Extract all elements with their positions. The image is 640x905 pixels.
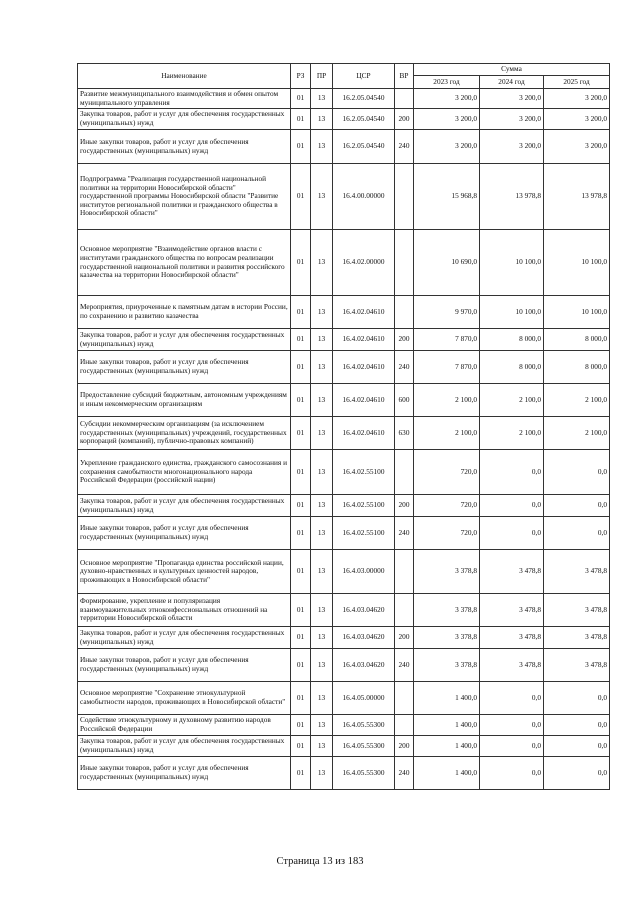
cell-vr: 200 xyxy=(395,495,414,517)
cell-v1: 15 968,8 xyxy=(414,164,480,230)
cell-name: Иные закупки товаров, работ и услуг для обеспечения государственных (муниципальных) нужд xyxy=(78,517,291,550)
cell-csr: 16.4.03.00000 xyxy=(333,550,395,594)
cell-v3: 0,0 xyxy=(544,757,610,790)
cell-v2: 3 200,0 xyxy=(480,130,544,164)
cell-rz: 01 xyxy=(291,682,311,715)
cell-rz: 01 xyxy=(291,230,311,296)
cell-v1: 720,0 xyxy=(414,450,480,495)
cell-vr xyxy=(395,164,414,230)
cell-name: Иные закупки товаров, работ и услуг для обеспечения государственных (муниципальных) нужд xyxy=(78,130,291,164)
cell-vr xyxy=(395,89,414,109)
cell-pr: 13 xyxy=(311,682,333,715)
page-number: Страница 13 из 183 xyxy=(276,856,364,867)
cell-csr: 16.4.05.00000 xyxy=(333,682,395,715)
cell-pr: 13 xyxy=(311,230,333,296)
cell-pr: 13 xyxy=(311,417,333,450)
cell-name: Иные закупки товаров, работ и услуг для обеспечения государственных (муниципальных) нужд xyxy=(78,351,291,384)
cell-rz: 01 xyxy=(291,517,311,550)
cell-v2: 3 200,0 xyxy=(480,89,544,109)
cell-v1: 2 100,0 xyxy=(414,417,480,450)
cell-v3: 3 478,8 xyxy=(544,649,610,682)
cell-v3: 0,0 xyxy=(544,736,610,757)
cell-v3: 8 000,0 xyxy=(544,329,610,351)
cell-rz: 01 xyxy=(291,594,311,627)
cell-v2: 0,0 xyxy=(480,495,544,517)
cell-vr xyxy=(395,715,414,736)
cell-csr: 16.4.02.04610 xyxy=(333,351,395,384)
cell-name: Иные закупки товаров, работ и услуг для обеспечения государственных (муниципальных) нужд xyxy=(78,649,291,682)
cell-rz: 01 xyxy=(291,384,311,417)
table-row xyxy=(78,495,610,517)
cell-rz: 01 xyxy=(291,495,311,517)
cell-v3: 3 200,0 xyxy=(544,89,610,109)
cell-name: Формирование, укрепление и популяризация взаимоуважительных этноконфессиональных отношений на территории Новосибирской области xyxy=(78,594,291,627)
cell-rz: 01 xyxy=(291,757,311,790)
cell-vr: 630 xyxy=(395,417,414,450)
cell-pr: 13 xyxy=(311,495,333,517)
cell-pr: 13 xyxy=(311,627,333,649)
cell-csr: 16.2.05.04540 xyxy=(333,130,395,164)
table-row xyxy=(78,384,610,417)
cell-pr: 13 xyxy=(311,384,333,417)
cell-v3: 13 978,8 xyxy=(544,164,610,230)
cell-rz: 01 xyxy=(291,736,311,757)
cell-v2: 3 478,8 xyxy=(480,649,544,682)
cell-csr: 16.4.02.55100 xyxy=(333,495,395,517)
cell-name: Мероприятия, приуроченные к памятным датам в истории России, по сохранению и развитию казачества xyxy=(78,296,291,329)
cell-rz: 01 xyxy=(291,109,311,130)
table-row xyxy=(78,550,610,594)
header-vr: ВР xyxy=(395,64,414,89)
cell-name: Закупка товаров, работ и услуг для обеспечения государственных (муниципальных) нужд xyxy=(78,495,291,517)
cell-v3: 3 478,8 xyxy=(544,594,610,627)
cell-v2: 13 978,8 xyxy=(480,164,544,230)
cell-v2: 3 478,8 xyxy=(480,550,544,594)
cell-name: Субсидии некоммерческим организациям (за исключением государственных (муниципальных) учреждений, государственных корпораций (компаний), публично-правовых компаний) xyxy=(78,417,291,450)
cell-rz: 01 xyxy=(291,715,311,736)
header-rz: РЗ xyxy=(291,64,311,89)
table-row xyxy=(78,230,610,296)
cell-vr: 240 xyxy=(395,351,414,384)
table-row xyxy=(78,450,610,495)
cell-v1: 3 378,8 xyxy=(414,649,480,682)
table-row xyxy=(78,736,610,757)
cell-v3: 8 000,0 xyxy=(544,351,610,384)
table-row xyxy=(78,517,610,550)
cell-name: Закупка товаров, работ и услуг для обеспечения государственных (муниципальных) нужд xyxy=(78,736,291,757)
header-sum: Сумма xyxy=(414,64,610,76)
cell-v2: 0,0 xyxy=(480,450,544,495)
cell-v2: 0,0 xyxy=(480,736,544,757)
header-year-2025: 2025 год xyxy=(544,76,610,89)
cell-pr: 13 xyxy=(311,649,333,682)
cell-rz: 01 xyxy=(291,450,311,495)
cell-vr: 200 xyxy=(395,736,414,757)
cell-rz: 01 xyxy=(291,296,311,329)
cell-csr: 16.4.05.55300 xyxy=(333,736,395,757)
cell-v3: 3 200,0 xyxy=(544,130,610,164)
cell-v3: 0,0 xyxy=(544,715,610,736)
cell-v2: 0,0 xyxy=(480,682,544,715)
cell-pr: 13 xyxy=(311,329,333,351)
table-header xyxy=(78,64,610,89)
cell-v1: 3 200,0 xyxy=(414,109,480,130)
cell-v3: 0,0 xyxy=(544,517,610,550)
table-row xyxy=(78,627,610,649)
cell-pr: 13 xyxy=(311,594,333,627)
cell-v1: 10 690,0 xyxy=(414,230,480,296)
cell-csr: 16.2.05.04540 xyxy=(333,89,395,109)
cell-pr: 13 xyxy=(311,296,333,329)
cell-rz: 01 xyxy=(291,417,311,450)
table-row xyxy=(78,296,610,329)
cell-v3: 3 200,0 xyxy=(544,109,610,130)
cell-rz: 01 xyxy=(291,130,311,164)
table-row xyxy=(78,757,610,790)
cell-csr: 16.4.02.04610 xyxy=(333,384,395,417)
table-row xyxy=(78,130,610,164)
cell-v1: 2 100,0 xyxy=(414,384,480,417)
cell-csr: 16.4.05.55300 xyxy=(333,757,395,790)
cell-v2: 0,0 xyxy=(480,757,544,790)
cell-v2: 10 100,0 xyxy=(480,230,544,296)
table-row xyxy=(78,682,610,715)
header-csr: ЦСР xyxy=(333,64,395,89)
cell-v1: 3 200,0 xyxy=(414,89,480,109)
cell-v1: 720,0 xyxy=(414,517,480,550)
table-body xyxy=(78,89,610,790)
cell-v1: 1 400,0 xyxy=(414,736,480,757)
cell-v2: 2 100,0 xyxy=(480,417,544,450)
cell-vr xyxy=(395,550,414,594)
cell-pr: 13 xyxy=(311,109,333,130)
cell-v3: 0,0 xyxy=(544,682,610,715)
cell-v3: 10 100,0 xyxy=(544,296,610,329)
cell-name: Основное мероприятие "Взаимодействие органов власти с институтами гражданского общества по вопросам реализации государственной национальной политики и развития российского казачества на территории Новосибирской области" xyxy=(78,230,291,296)
cell-vr xyxy=(395,230,414,296)
cell-csr: 16.4.05.55300 xyxy=(333,715,395,736)
cell-vr: 200 xyxy=(395,109,414,130)
cell-vr: 200 xyxy=(395,627,414,649)
cell-v1: 3 200,0 xyxy=(414,130,480,164)
cell-name: Содействие этнокультурному и духовному развитию народов Российской Федерации xyxy=(78,715,291,736)
cell-name: Иные закупки товаров, работ и услуг для обеспечения государственных (муниципальных) нужд xyxy=(78,757,291,790)
cell-rz: 01 xyxy=(291,627,311,649)
cell-csr: 16.4.02.04610 xyxy=(333,417,395,450)
cell-pr: 13 xyxy=(311,164,333,230)
cell-csr: 16.4.02.04610 xyxy=(333,329,395,351)
cell-csr: 16.4.03.04620 xyxy=(333,594,395,627)
cell-vr xyxy=(395,594,414,627)
cell-vr: 240 xyxy=(395,757,414,790)
header-year-2023: 2023 год xyxy=(414,76,480,89)
cell-csr: 16.4.03.04620 xyxy=(333,649,395,682)
cell-name: Подпрограмма "Реализация государственной национальной политики на территории Новосибирской области" государственной программы Новосибирской области "Развитие институтов региональной политики и гражданского общества в Новосибирской области" xyxy=(78,164,291,230)
cell-name: Предоставление субсидий бюджетным, автономным учреждениям и иным некоммерческим организациям xyxy=(78,384,291,417)
table-row xyxy=(78,329,610,351)
cell-v2: 3 200,0 xyxy=(480,109,544,130)
table-row xyxy=(78,109,610,130)
cell-v1: 3 378,8 xyxy=(414,594,480,627)
cell-v1: 7 870,0 xyxy=(414,329,480,351)
cell-v1: 1 400,0 xyxy=(414,682,480,715)
table-row xyxy=(78,351,610,384)
table-row xyxy=(78,594,610,627)
budget-table xyxy=(77,63,610,790)
cell-csr: 16.4.02.04610 xyxy=(333,296,395,329)
cell-csr: 16.4.00.00000 xyxy=(333,164,395,230)
cell-rz: 01 xyxy=(291,329,311,351)
cell-csr: 16.4.02.55100 xyxy=(333,450,395,495)
cell-rz: 01 xyxy=(291,89,311,109)
header-pr: ПР xyxy=(311,64,333,89)
cell-v2: 0,0 xyxy=(480,517,544,550)
table-row xyxy=(78,715,610,736)
header-name: Наименование xyxy=(78,64,291,89)
cell-v1: 720,0 xyxy=(414,495,480,517)
cell-v1: 3 378,8 xyxy=(414,550,480,594)
cell-vr: 240 xyxy=(395,517,414,550)
cell-v1: 1 400,0 xyxy=(414,757,480,790)
cell-v2: 10 100,0 xyxy=(480,296,544,329)
cell-rz: 01 xyxy=(291,351,311,384)
header-year-2024: 2024 год xyxy=(480,76,544,89)
table-row xyxy=(78,164,610,230)
cell-name: Закупка товаров, работ и услуг для обеспечения государственных (муниципальных) нужд xyxy=(78,329,291,351)
table-row xyxy=(78,89,610,109)
cell-v1: 1 400,0 xyxy=(414,715,480,736)
cell-name: Основное мероприятие "Пропаганда единства российской нации, духовно-нравственных и культурных ценностей народов, проживающих в Новосибирской области" xyxy=(78,550,291,594)
cell-rz: 01 xyxy=(291,550,311,594)
cell-v3: 3 478,8 xyxy=(544,550,610,594)
cell-csr: 16.4.02.00000 xyxy=(333,230,395,296)
cell-pr: 13 xyxy=(311,715,333,736)
cell-v3: 2 100,0 xyxy=(544,417,610,450)
cell-v3: 3 478,8 xyxy=(544,627,610,649)
cell-v1: 3 378,8 xyxy=(414,627,480,649)
cell-v2: 3 478,8 xyxy=(480,627,544,649)
cell-name: Укрепление гражданского единства, гражданского самосознания и сохранения самобытности многонационального народа Российской Федерации (российской нации) xyxy=(78,450,291,495)
cell-pr: 13 xyxy=(311,351,333,384)
cell-pr: 13 xyxy=(311,757,333,790)
cell-vr: 240 xyxy=(395,649,414,682)
cell-pr: 13 xyxy=(311,450,333,495)
cell-vr xyxy=(395,682,414,715)
cell-vr xyxy=(395,450,414,495)
cell-vr xyxy=(395,296,414,329)
cell-vr: 200 xyxy=(395,329,414,351)
table-row xyxy=(78,649,610,682)
cell-name: Развитие межмуниципального взаимодействия и обмен опытом муниципального управления xyxy=(78,89,291,109)
table-row xyxy=(78,417,610,450)
cell-v1: 9 970,0 xyxy=(414,296,480,329)
cell-v2: 8 000,0 xyxy=(480,351,544,384)
cell-vr: 240 xyxy=(395,130,414,164)
cell-name: Закупка товаров, работ и услуг для обеспечения государственных (муниципальных) нужд xyxy=(78,627,291,649)
cell-v3: 0,0 xyxy=(544,450,610,495)
cell-name: Основное мероприятие "Сохранение этнокультурной самобытности народов, проживающих в Новосибирской области" xyxy=(78,682,291,715)
cell-pr: 13 xyxy=(311,89,333,109)
cell-rz: 01 xyxy=(291,649,311,682)
cell-v3: 0,0 xyxy=(544,495,610,517)
cell-name: Закупка товаров, работ и услуг для обеспечения государственных (муниципальных) нужд xyxy=(78,109,291,130)
cell-pr: 13 xyxy=(311,517,333,550)
cell-csr: 16.4.02.55100 xyxy=(333,517,395,550)
cell-v2: 8 000,0 xyxy=(480,329,544,351)
cell-v1: 7 870,0 xyxy=(414,351,480,384)
cell-rz: 01 xyxy=(291,164,311,230)
cell-v3: 2 100,0 xyxy=(544,384,610,417)
cell-pr: 13 xyxy=(311,550,333,594)
cell-vr: 600 xyxy=(395,384,414,417)
cell-csr: 16.4.03.04620 xyxy=(333,627,395,649)
cell-v2: 3 478,8 xyxy=(480,594,544,627)
cell-pr: 13 xyxy=(311,736,333,757)
cell-csr: 16.2.05.04540 xyxy=(333,109,395,130)
cell-v2: 2 100,0 xyxy=(480,384,544,417)
cell-v2: 0,0 xyxy=(480,715,544,736)
cell-pr: 13 xyxy=(311,130,333,164)
cell-v3: 10 100,0 xyxy=(544,230,610,296)
